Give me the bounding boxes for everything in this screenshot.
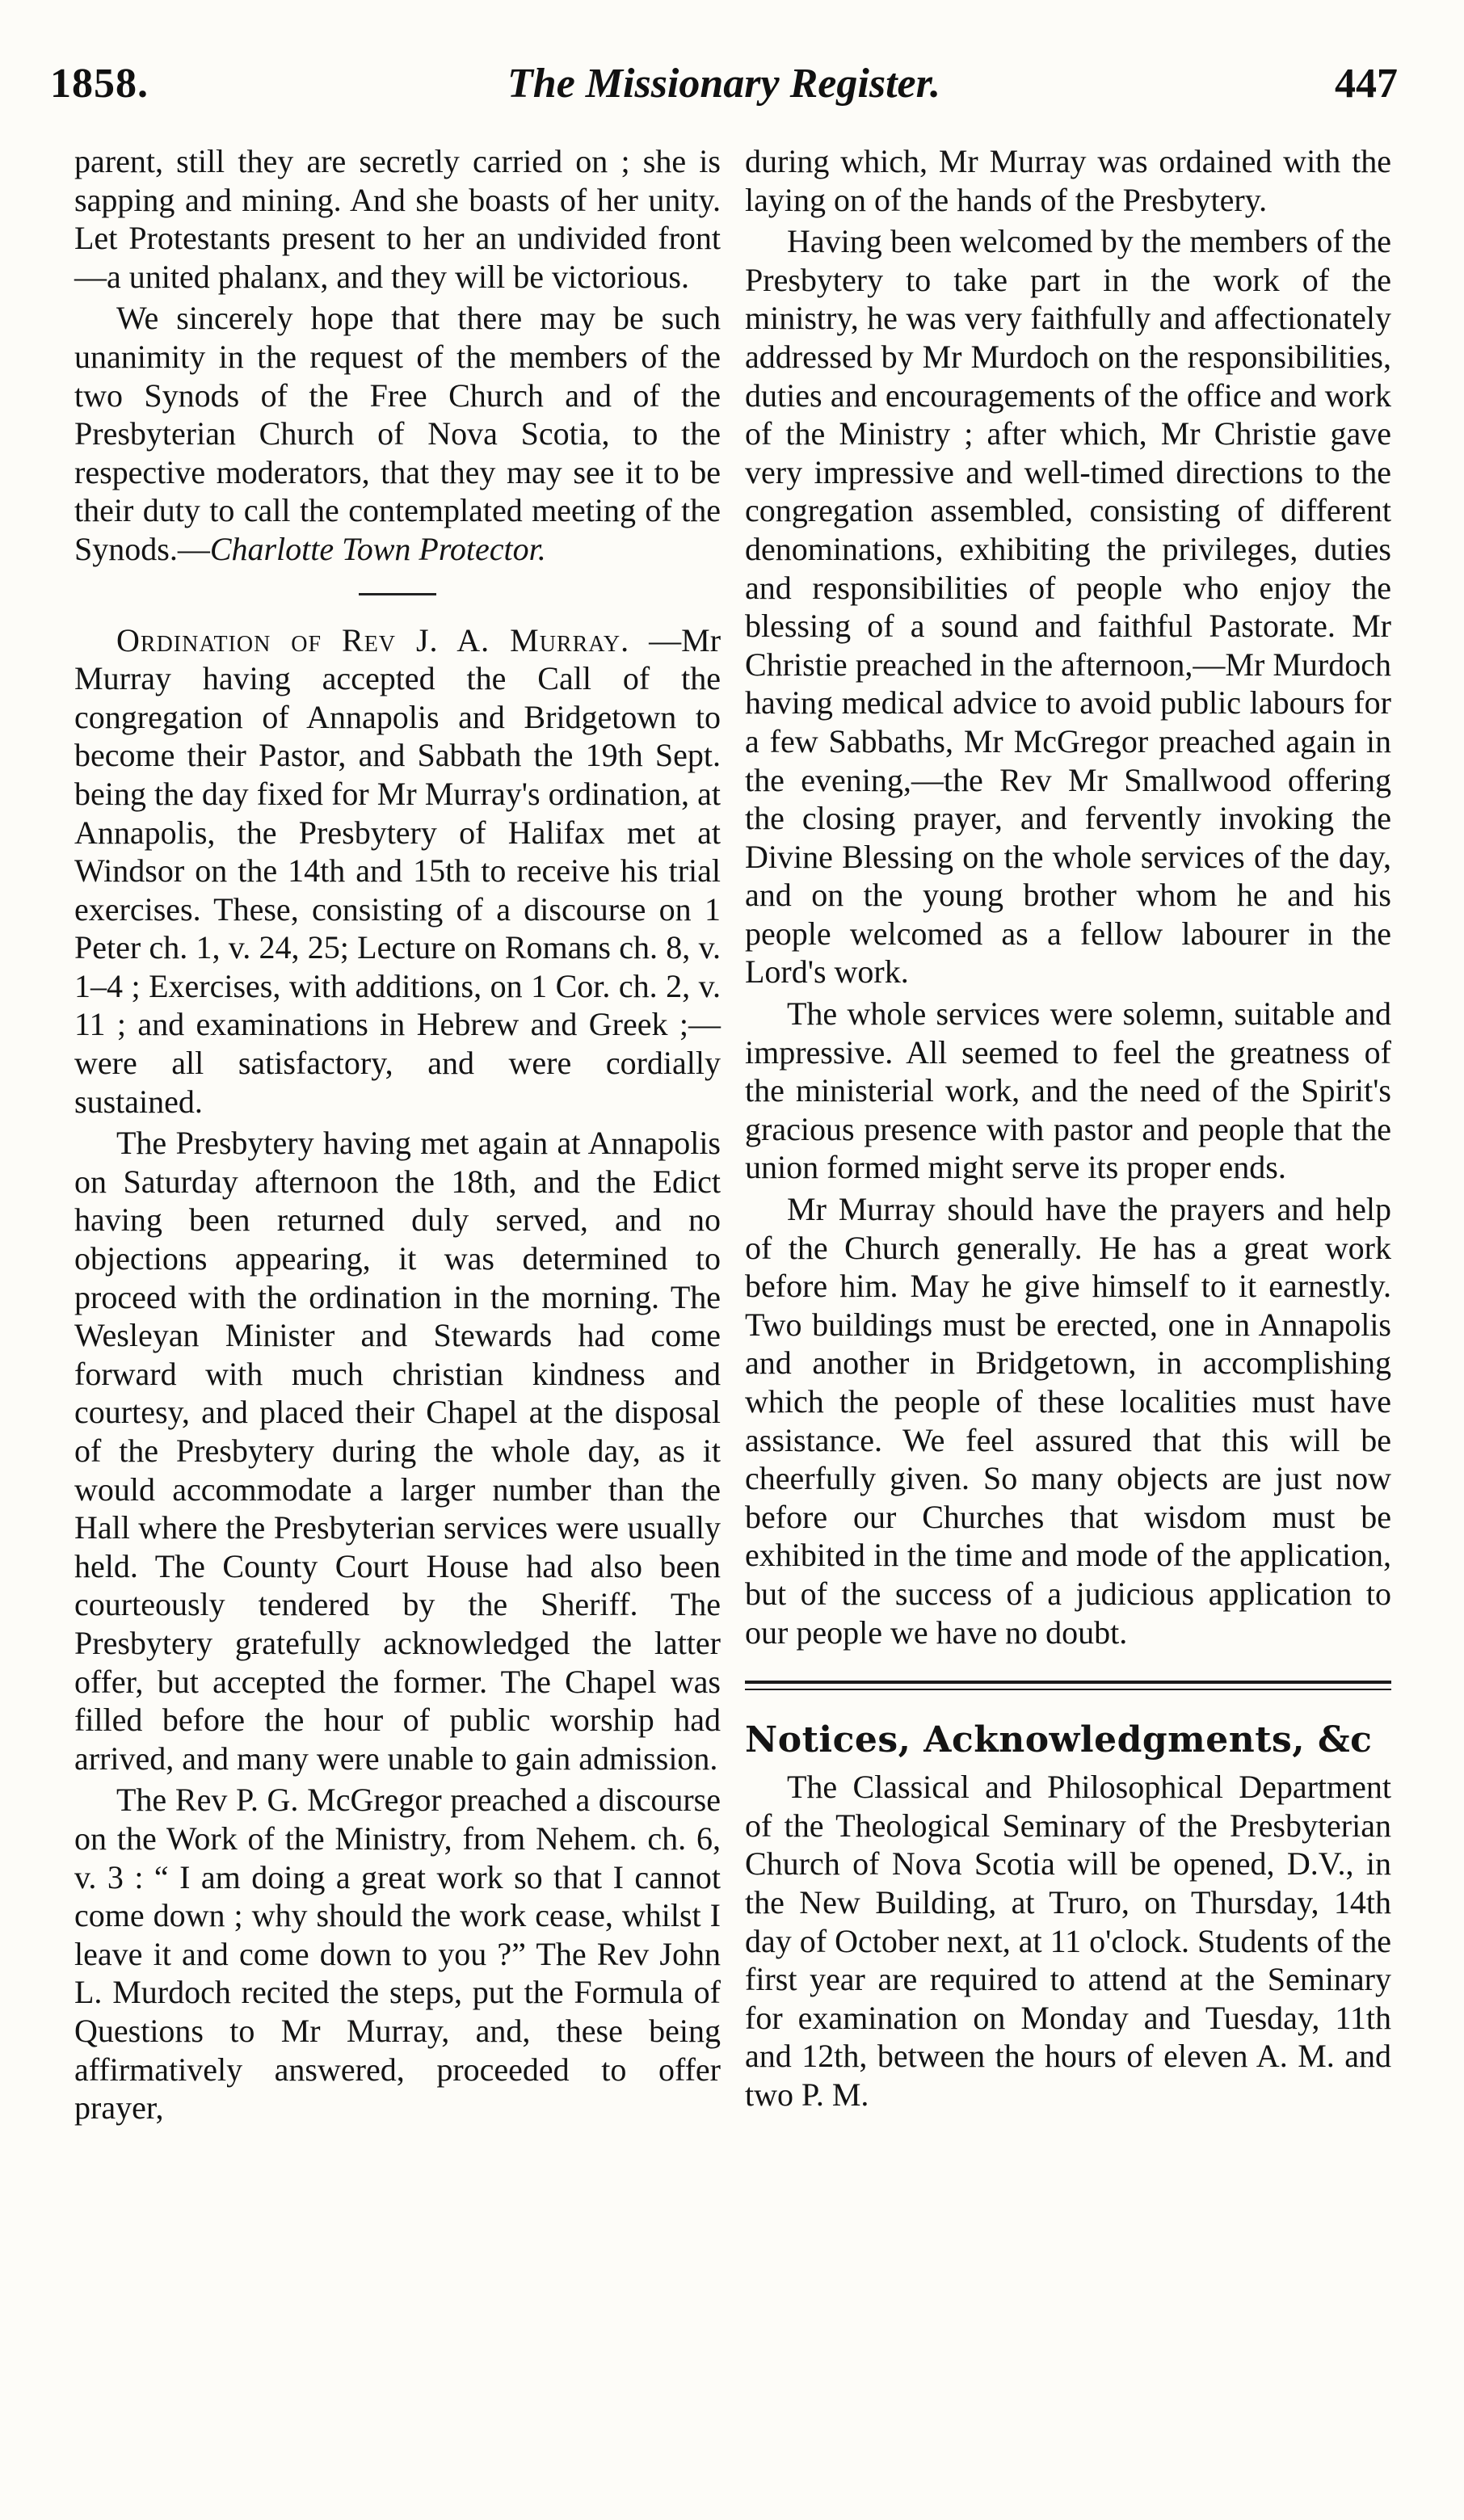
- paragraph: The Rev P. G. McGregor preached a discourse on the Work of the Ministry, from Nehem. ch. 6, v. 3 : “ I am doing a great work so that I cannot come down ; why should the work cease, whilst I leave it and come down to you ?” The Rev John L. Murdoch recited the steps, put the Formula of Questions to Mr Murray, and, these being affirmatively answered, proceeded to offer prayer,: [74, 1782, 721, 2127]
- paragraph: [74, 621, 721, 1121]
- paragraph: The Classical and Philosophical Department of the Theological Seminary of the Presbyterian Church of Nova Scotia will be opened, D.V., in the New Building, at Truro, on Thursday, 14th day of October next, at 11 o'clock. Students of the first year are required to attend at the Seminary for examination on Monday and Tuesday, 11th and 12th, between the hours of eleven A. M. and two P. M.: [745, 1769, 1391, 2113]
- page-number: 447: [1335, 61, 1398, 107]
- right-column: [745, 142, 1391, 2118]
- header-year: 1858.: [50, 61, 149, 107]
- paragraph: Having been welcomed by the members of the Presbytery to take part in the work of the ministry, he was very faithfully and affectionately addressed by Mr Murdoch on the responsibilities, duties and encouragements of the office and work of the Ministry ; after which, Mr Christie gave very impressive and well-timed directions to the congregation assembled, consisting of different denominations, exhibiting the privileges, duties and responsibilities of people who enjoy the blessing of a sound and faithful Pastorate. Mr Christie preached in the afternoon,—Mr Murdoch having medical advice to avoid public labours for a few Sabbaths, Mr McGregor preached again in the evening,—the Rev Mr Smallwood offering the closing prayer, and fervently invoking the Divine Blessing on the whole services of the day, and on the young brother whom he and his people welcomed as a fellow labourer in the Lord's work.: [745, 223, 1391, 991]
- ordination-heading: Ordination of Rev J. A. Murray.: [116, 621, 630, 658]
- header-title: The Missionary Register.: [507, 61, 940, 107]
- paragraph: parent, still they are secretly carried on ; she is sapping and mining. And she boasts of her unity. Let Protestants present to her an undivided front—a united phalanx, and they will be victorious.: [74, 143, 721, 295]
- left-column: [74, 142, 721, 2131]
- section-divider: [359, 593, 436, 595]
- paragraph-text: We sincerely hope that there may be such unanimity in the request of the members of the two Synods of the Free Church and of the Presbyterian Church of Nova Scotia, to the respective moderators, that they may see it to be their duty to call the contemplated meeting of the Synods.—: [74, 300, 721, 567]
- notices-heading: Notices, Acknowledgments, &c: [745, 1719, 1373, 1761]
- paragraph: Mr Murray should have the prayers and help of the Church generally. He has a great work before him. May he give himself to it earnestly. Two buildings must be erected, one in Annapolis and another in Bridgetown, in accomplishing which the people of these localities must have assistance. We feel assured that this will be cheerfully given. So many objects are just now before our Churches that wisdom must be exhibited in the time and mode of the application, but of the success of a judicious application to our people we have no doubt.: [745, 1191, 1391, 1651]
- source-citation: Charlotte Town Protector.: [209, 530, 546, 567]
- paragraph-text: —Mr Murray having accepted the Call of the congregation of Annapolis and Bridgetown to become their Pastor, and Sabbath the 19th Sept. being the day fixed for Mr Murray's ordination, at Annapolis, the Presbytery of Halifax met at Windsor on the 14th and 15th to receive his trial exercises. These, consisting of a discourse on 1 Peter ch. 1, v. 24, 25; Lecture on Romans ch. 8, v. 1–4 ; Exercises, with additions, on 1 Cor. ch. 2, v. 11 ; and examinations in Hebrew and Greek ;—were all satisfactory, and were cordially sustained.: [74, 621, 721, 1120]
- paragraph: The Presbytery having met again at Annapolis on Saturday afternoon the 18th, and the Edict having been returned duly served, and no objections appearing, it was determined to proceed with the ordination in the morning. The Wesleyan Minister and Stewards had come forward with much christian kindness and courtesy, and placed their Chapel at the disposal of the Presbytery during the whole day, as it would accommodate a larger number than the Hall where the Presbyterian services were usually held. The County Court House had also been courteously tendered by the Sheriff. The Presbytery gratefully acknowledged the latter offer, but accepted the former. The Chapel was filled before the hour of public worship had arrived, and many were unable to gain admission.: [74, 1125, 721, 1777]
- paragraph: during which, Mr Murray was ordained with the laying on of the hands of the Presbytery.: [745, 143, 1391, 218]
- section-divider-double: [745, 1681, 1391, 1690]
- paragraph: [74, 299, 721, 568]
- running-header: [50, 52, 1398, 116]
- paragraph: The whole services were solemn, suitable and impressive. All seemed to feel the greatness of the ministerial work, and the need of the Spirit's gracious presence with pastor and people that the union formed might serve its proper ends.: [745, 995, 1391, 1186]
